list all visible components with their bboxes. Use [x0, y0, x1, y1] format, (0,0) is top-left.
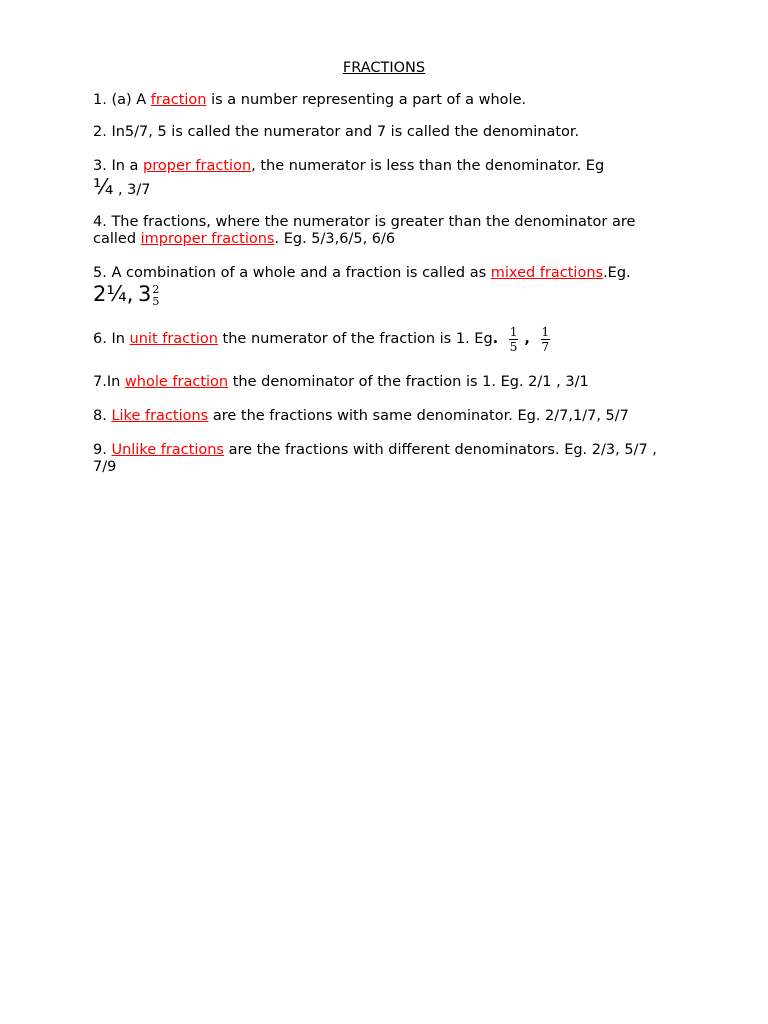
text: 3. In a [93, 158, 144, 174]
term-whole-fraction: whole fraction [124, 374, 229, 390]
fraction-one-fifth [509, 325, 519, 354]
text: the denominator of the fraction is 1. Eg. 2/1 , 3/1 [228, 374, 589, 390]
definition-6 [93, 325, 683, 354]
term-like-fractions: Like fractions [111, 408, 209, 424]
definition-1 [93, 92, 683, 109]
definition-2 [93, 124, 683, 141]
term-mixed-fractions: mixed fractions [490, 265, 604, 281]
example-fraction: ¼ [93, 175, 114, 199]
text: 7.In [93, 374, 125, 390]
definition-3 [93, 158, 683, 199]
separator: , [524, 331, 530, 347]
page-title: FRACTIONS [342, 60, 426, 76]
definition-4 [93, 214, 683, 248]
fraction-one-seventh [541, 325, 551, 354]
definition-9 [93, 442, 683, 476]
text: . Eg. 5/3,6/5, 6/6 [274, 231, 396, 247]
mixed-example-b-fraction [152, 284, 159, 308]
term-improper-fractions: improper fractions [140, 231, 275, 247]
numerator: 1 [541, 325, 550, 339]
text: , the numerator is less than the denominator. Eg [251, 158, 605, 174]
definition-7 [93, 374, 683, 391]
term-proper-fraction: proper fraction [143, 158, 252, 174]
mixed-example-b-whole: 3 [138, 282, 152, 306]
text: is a number representing a part of a whole. [206, 92, 527, 108]
denominator: 7 [541, 340, 550, 354]
term-unlike-fractions: Unlike fractions [111, 442, 224, 458]
numerator: 2 [152, 283, 160, 296]
text: , 3/7 [113, 182, 151, 198]
text: .Eg. [603, 265, 631, 281]
period: . [492, 331, 499, 347]
denominator: 5 [509, 340, 518, 354]
term-fraction: fraction [150, 92, 207, 108]
denominator: 5 [152, 295, 160, 308]
definition-5 [93, 265, 683, 308]
numerator: 1 [509, 325, 518, 339]
text: 8. [93, 408, 112, 424]
text: the numerator of the fraction is 1. Eg [217, 331, 493, 347]
text: are the fractions with different denominators. Eg. 2/3, 5/7 , 7/9 [93, 442, 657, 475]
text: 9. [93, 442, 112, 458]
text: 5. A combination of a whole and a fraction is called as [93, 265, 491, 281]
text: 6. In [93, 331, 130, 347]
definition-8 [93, 408, 683, 425]
mixed-example-a: 2¼, [93, 282, 134, 306]
text: 4. The fractions, where the numerator is greater than the denominator are called [93, 214, 636, 247]
text: 2. In5/7, 5 is called the numerator and 7 is called the denominator. [93, 124, 580, 140]
text: 1. (a) A [93, 92, 151, 108]
term-unit-fraction: unit fraction [129, 331, 218, 347]
text: are the fractions with same denominator. Eg. 2/7,1/7, 5/7 [208, 408, 629, 424]
